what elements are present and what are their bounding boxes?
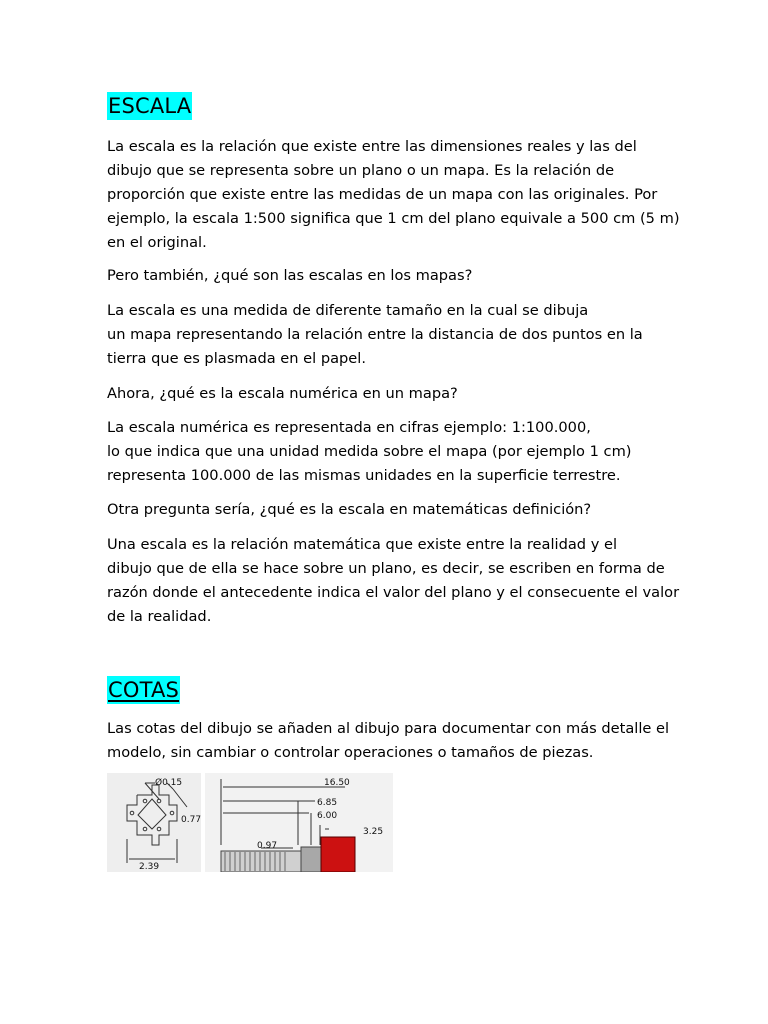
text-line: Ahora, ¿qué es la escala numérica en un mapa? xyxy=(107,385,458,402)
dim-label-6-00: 6.00 xyxy=(317,811,338,821)
paragraph-escala-definition xyxy=(107,135,687,255)
paragraph-question-maps xyxy=(107,264,687,288)
text-line: Otra pregunta sería, ¿qué es la escala en matemáticas definición? xyxy=(107,501,592,518)
dim-label-0-97: 0.97 xyxy=(257,841,278,851)
text-line: tierra que es plasmada en el papel. xyxy=(107,350,366,367)
text-line: en el original. xyxy=(107,234,207,251)
dim-label-bottom: 2.39 xyxy=(139,862,160,872)
dimension-drawing-shaft xyxy=(205,773,393,872)
dim-label-16-50: 16.50 xyxy=(324,778,350,788)
dim-label-side: 0.77 xyxy=(181,815,201,825)
text-line: modelo, sin cambiar o controlar operaciones o tamaños de piezas. xyxy=(107,744,594,761)
text-line: Una escala es la relación matemática que existe entre la realidad y el xyxy=(107,536,618,553)
text-line: de la realidad. xyxy=(107,608,212,625)
section-heading-cotas: COTAS xyxy=(108,678,180,702)
text-line: La escala numérica es representada en cifras ejemplo: 1:100.000, xyxy=(107,419,591,436)
text-line: ejemplo, la escala 1:500 significa que 1 cm del plano equivale a 500 cm (5 m) xyxy=(107,210,680,227)
paragraph-escala-math xyxy=(107,533,687,629)
text-line: proporción que existe entre las medidas de un mapa con las originales. Por xyxy=(107,186,658,203)
text-line: lo que indica que una unidad medida sobre el mapa (por ejemplo 1 cm) xyxy=(107,443,632,460)
paragraph-escala-maps xyxy=(107,299,687,371)
text-line: un mapa representando la relación entre la distancia de dos puntos en la xyxy=(107,326,643,343)
highlighted-part xyxy=(321,837,355,872)
text-line: dibujo que de ella se hace sobre un plano, es decir, se escriben en forma de xyxy=(107,560,665,577)
text-line: La escala es la relación que existe entre las dimensiones reales y las del xyxy=(107,138,637,155)
dim-label-diameter: Ø0.15 xyxy=(155,778,183,788)
dimension-drawing-plate xyxy=(107,773,201,872)
text-line: Pero también, ¿qué son las escalas en los mapas? xyxy=(107,267,473,284)
text-line: razón donde el antecedente indica el valor del plano y el consecuente el valor xyxy=(107,584,680,601)
text-line: representa 100.000 de las mismas unidades en la superficie terrestre. xyxy=(107,467,621,484)
paragraph-cotas xyxy=(107,717,687,765)
dim-label-6-85: 6.85 xyxy=(317,798,338,808)
text-line: Las cotas del dibujo se añaden al dibujo para documentar con más detalle el xyxy=(107,720,670,737)
text-line: La escala es una medida de diferente tamaño en la cual se dibuja xyxy=(107,302,589,319)
text-line: dibujo que se representa sobre un plano o un mapa. Es la relación de xyxy=(107,162,615,179)
paragraph-question-numeric xyxy=(107,382,687,406)
dim-label-3-25: 3.25 xyxy=(363,827,384,837)
paragraph-question-math xyxy=(107,498,687,522)
paragraph-escala-numeric xyxy=(107,416,687,488)
section-heading-escala: ESCALA xyxy=(108,94,192,118)
